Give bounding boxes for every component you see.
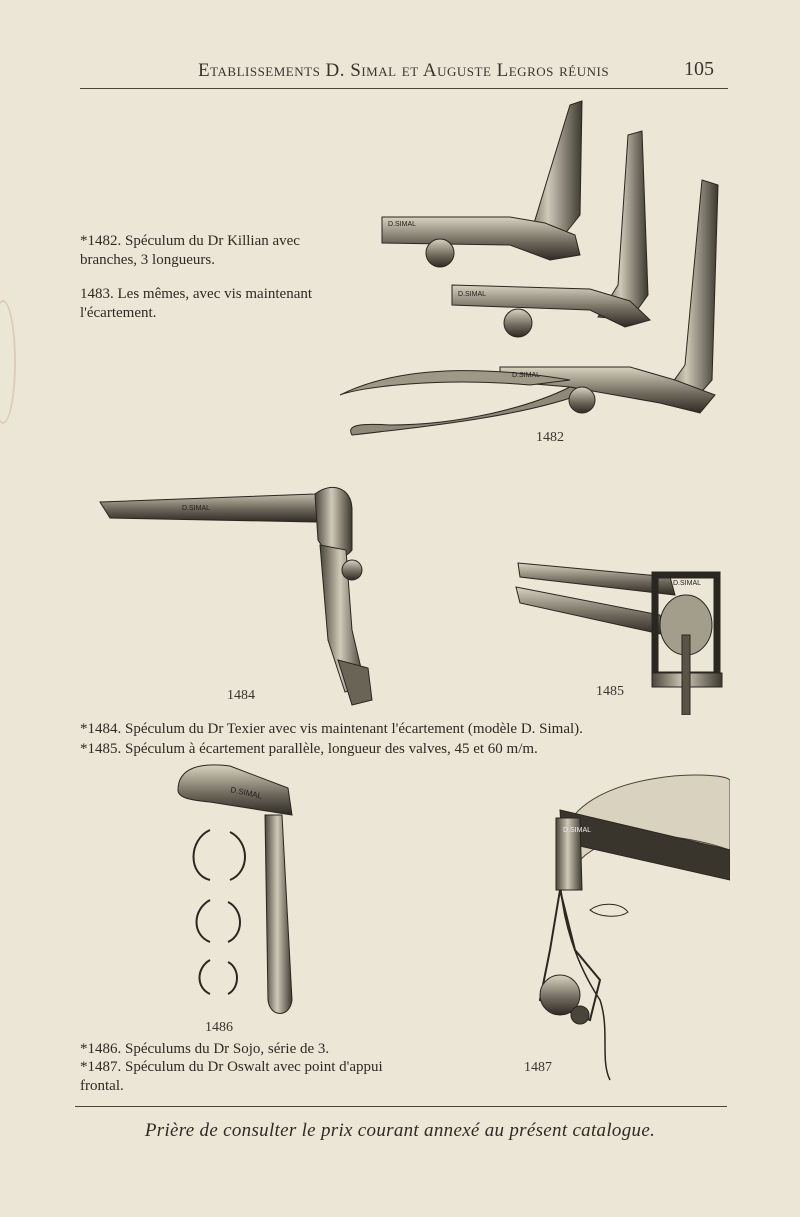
item-1483: 1483. Les mêmes, avec vis maintenant l'écartement. [80,286,313,321]
item-1485: *1485. Spéculum à écartement parallèle, longueur des valves, 45 et 60 m/m. [80,741,538,757]
page-number: 105 [684,58,714,80]
footer-note: Prière de consulter le prix courant annexé au présent catalogue. [144,1120,656,1141]
item-1484: *1484. Spéculum du Dr Texier avec vis maintenant l'écartement (modèle D. Simal). [80,721,583,737]
header-title: Etablissements D. Simal et Auguste Legros réunis [198,60,610,81]
running-header [80,56,726,86]
engraving-1: D.SIMAL [388,221,417,228]
item-1486: *1486. Spéculums du Dr Sojo, série de 3. [80,1041,330,1057]
bleed-through-mark [0,300,16,424]
engraving-7: D.SIMAL [563,827,592,834]
caption-1486: 1486 [205,1020,233,1035]
figure-texier-speculum [90,480,380,715]
engraving-2: D.SIMAL [458,291,487,298]
item-1487: *1487. Spéculum du Dr Oswalt avec point d'appui frontal. [80,1059,383,1094]
caption-1484: 1484 [227,688,255,703]
caption-1482: 1482 [536,430,564,445]
figure-oswalt-speculum [520,770,730,1090]
engraving-5: D.SIMAL [673,580,702,587]
header-rule [80,88,728,89]
item-1482: *1482. Spéculum du Dr Killian avec branches, 3 longueurs. [80,233,300,268]
figure-sojo-specula [170,760,320,1020]
engraving-4: D.SIMAL [182,505,211,512]
figure-killian-specula [330,95,730,455]
footer-rule [75,1106,727,1107]
caption-1487: 1487 [524,1060,552,1075]
caption-1485: 1485 [596,684,624,699]
killian-speculum-short [382,101,582,267]
engraving-3: D.SIMAL [512,372,541,379]
engraving-6: D.SIMAL [229,785,263,801]
